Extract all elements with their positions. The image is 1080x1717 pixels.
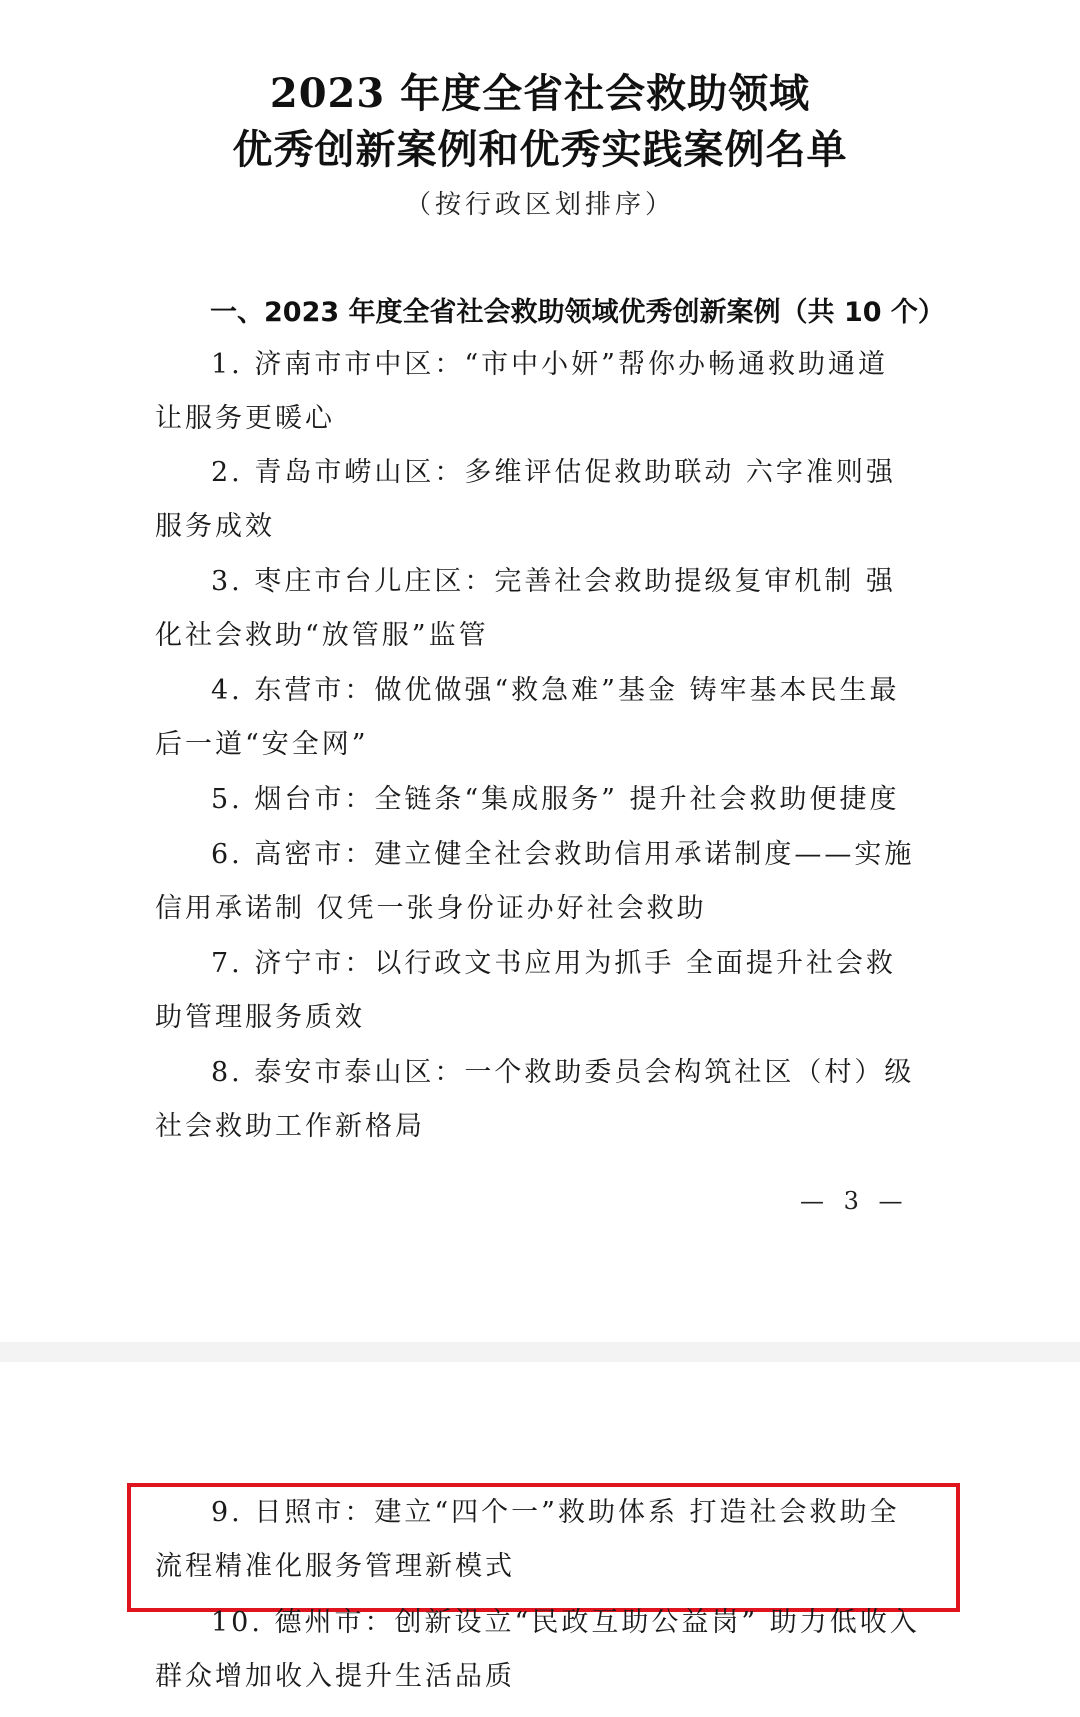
list-item: 3. 枣庄市台儿庄区：完善社会救助提级复审机制 强化社会救助“放管服”监管 [155,566,896,651]
list-item: 10. 德州市：创新设立“民政互助公益岗” 助力低收入群众增加收入提升生活品质 [155,1607,920,1692]
red-highlight-box [127,1483,960,1612]
list-item: 4. 东营市：做优做强“救急难”基金 铸牢基本民生最后一道“安全网” [155,675,900,760]
list-item-highlighted: 9. 日照市：建立“四个一”救助体系 打造社会救助全流程精准化服务管理新模式 [155,1497,900,1582]
document-title-line-2: 优秀创新案例和优秀实践案例名单 [232,126,848,173]
list-item: 5. 烟台市：全链条“集成服务” 提升社会救助便捷度 [211,784,900,815]
document-subtitle: （按行政区划排序） [404,190,675,220]
section-heading: 一、2023 年度全省社会救助领域优秀创新案例（共 10 个） [210,297,945,328]
document-title-line-1: 2023 年度全省社会救助领域 [269,70,811,117]
list-item: 1. 济南市市中区：“市中小妍”帮你办畅通救助通道 让服务更暖心 [155,349,888,434]
page-number: — 3 — [800,1187,909,1215]
list-item: 6. 高密市：建立健全社会救助信用承诺制度——实施信用承诺制 仅凭一张身份证办好社会救助 [155,839,915,924]
list-item: 7. 济宁市：以行政文书应用为抓手 全面提升社会救助管理服务质效 [155,948,896,1033]
list-item: 8. 泰安市泰山区：一个救助委员会构筑社区（村）级社会救助工作新格局 [155,1057,915,1142]
list-item: 2. 青岛市崂山区：多维评估促救助联动 六字准则强服务成效 [155,457,896,542]
